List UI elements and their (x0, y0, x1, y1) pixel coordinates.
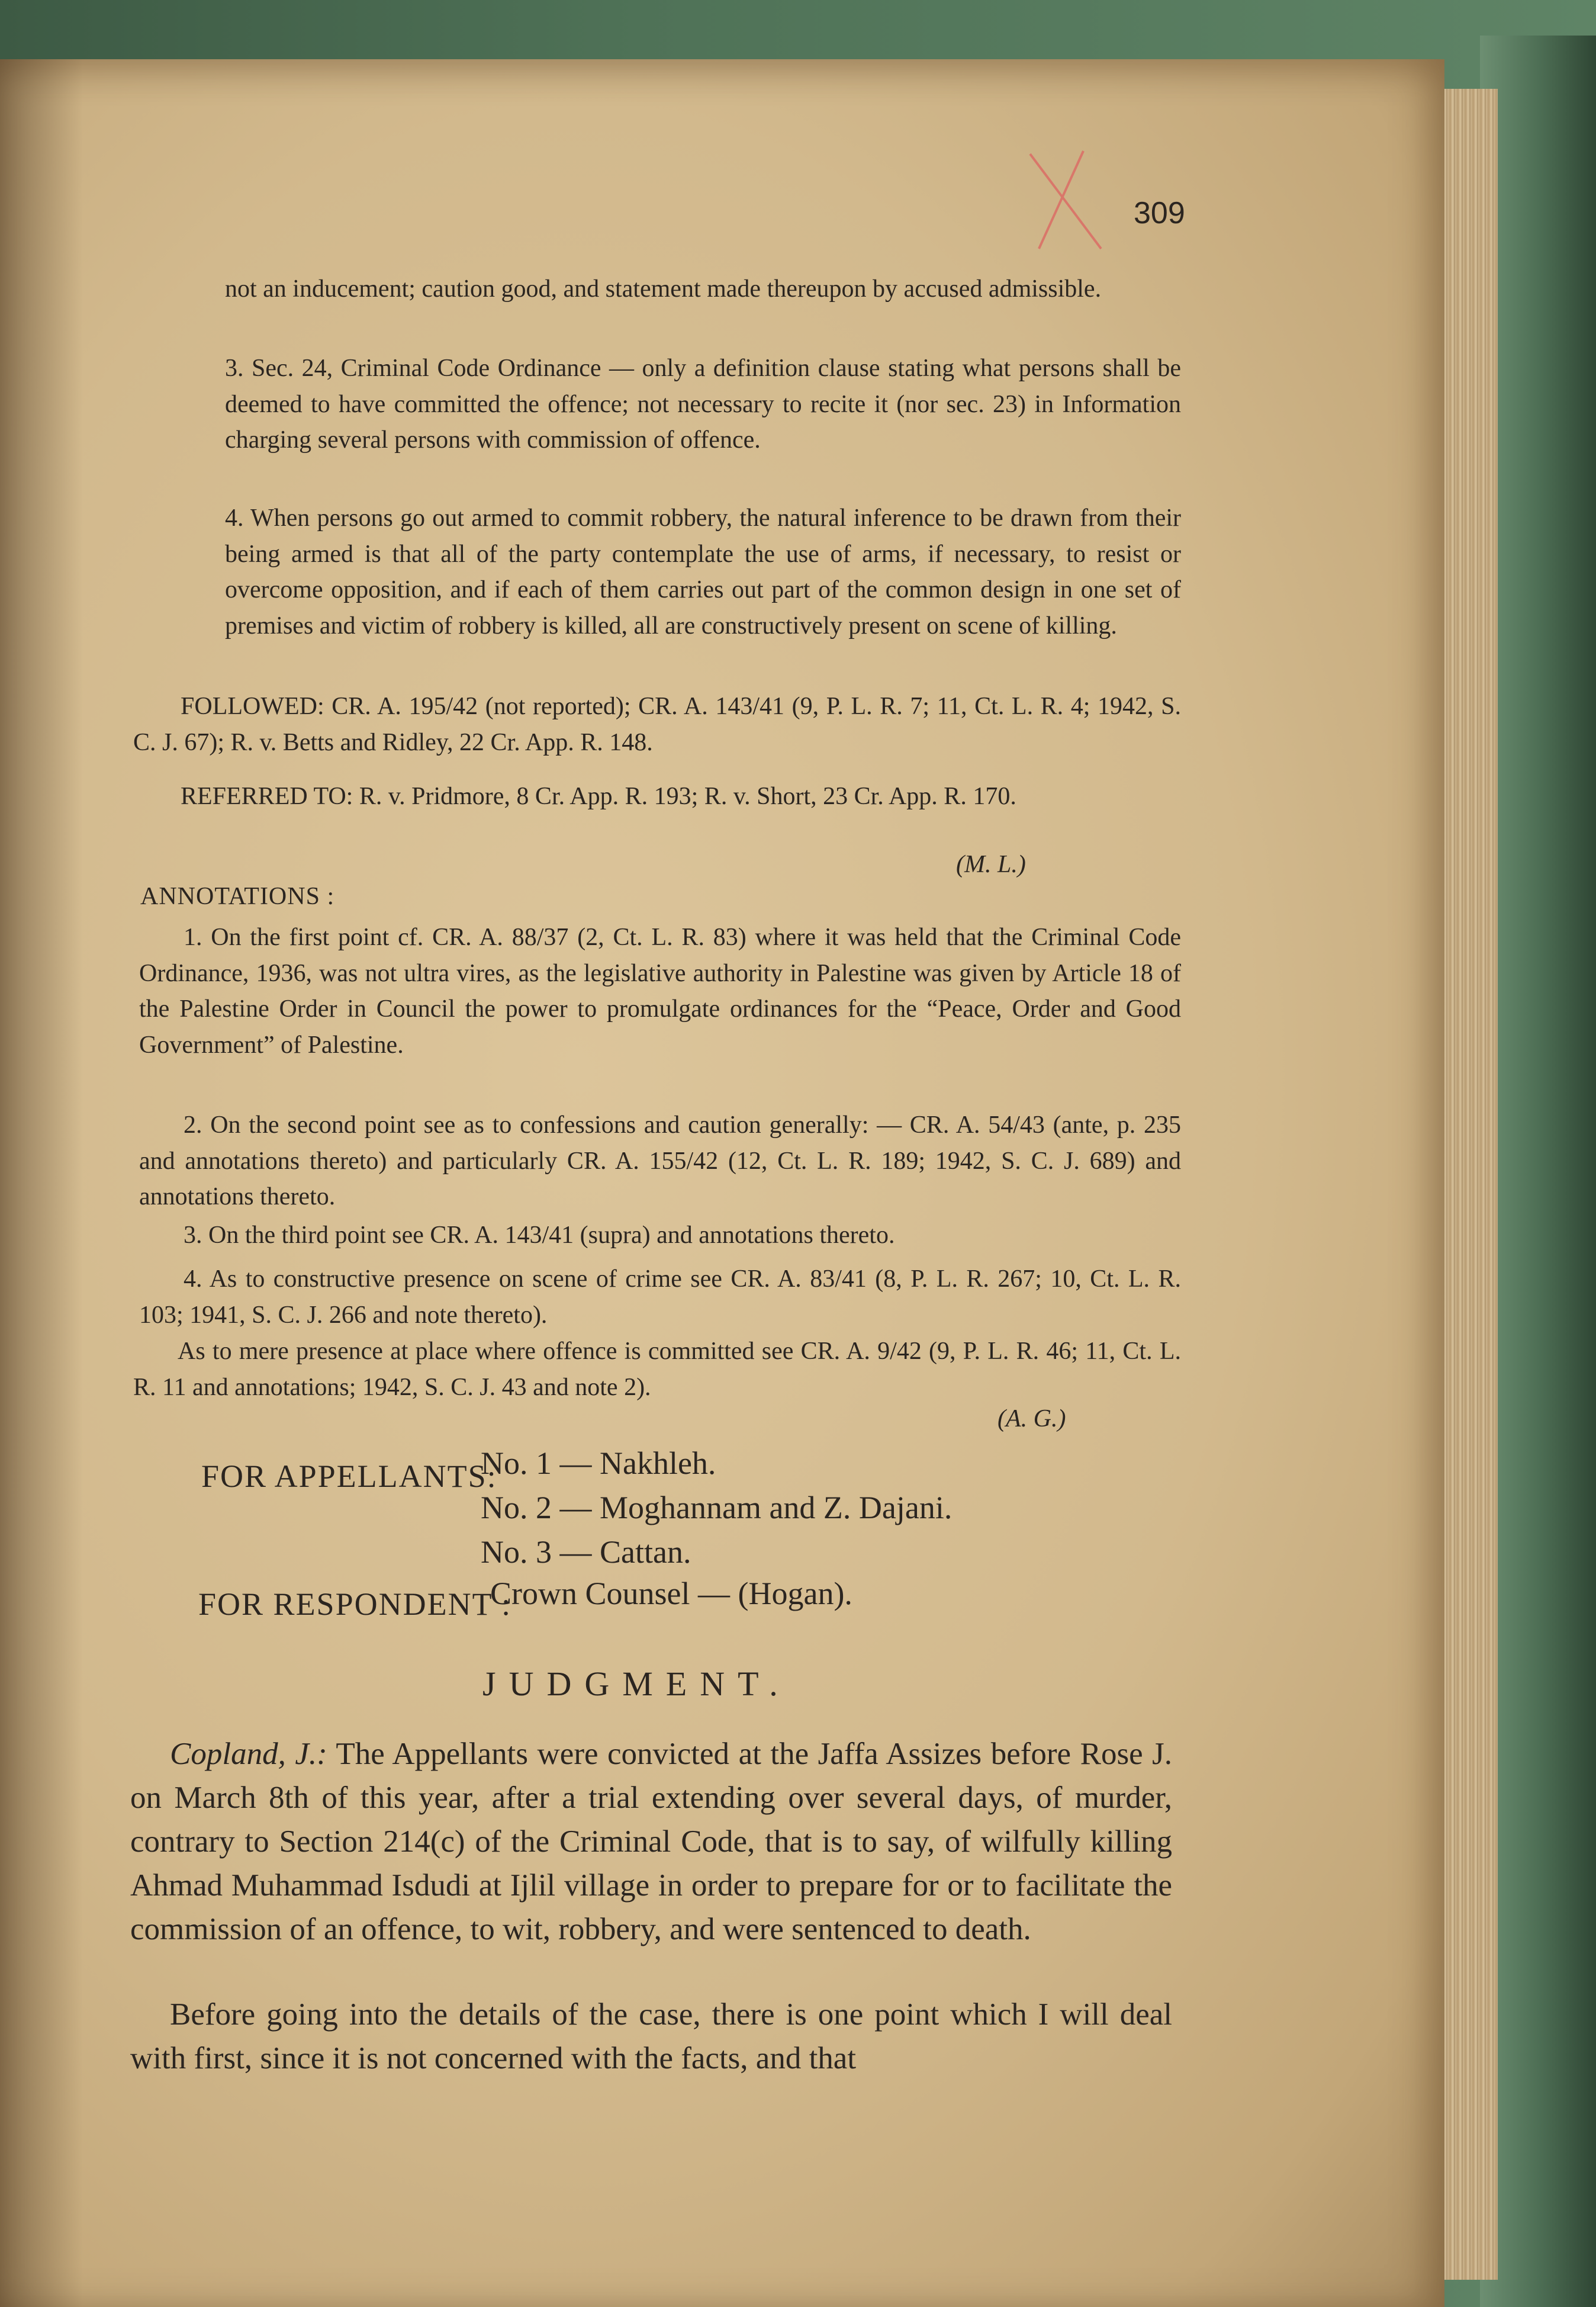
referred-citations: REFERRED TO: R. v. Pridmore, 8 Cr. App. R. 193; R. v. Short, 23 Cr. App. R. 170. (181, 783, 1016, 810)
judge-name: Copland, J.: (170, 1737, 327, 1771)
judgment-paragraph-1 (130, 1732, 1172, 1951)
gutter-shadow (0, 59, 83, 2307)
judgment-title: JUDGMENT. (482, 1665, 791, 1703)
annotation-2: 2. On the second point see as to confessions and caution generally: — CR. A. 54/43 (ante, p. 235 and annotations thereto) and particularly CR. A. 155/42 (12, Ct. L. R. 189; 1942, S. C. J. 689) and annotations thereto. (139, 1111, 1181, 1210)
summary-item-3: 3. Sec. 24, Criminal Code Ordinance — only a definition clause stating what persons shall be deemed to have committed the offence; not necessary to recite it (nor sec. 23) in Information charging several persons with commission of offence. (225, 355, 1181, 454)
annotation-4: 4. As to constructive presence on scene of crime see CR. A. 83/41 (8, P. L. R. 267; 10, Ct. L. R. 103; 1941, S. C. J. 266 and note thereto). (139, 1265, 1181, 1329)
appellant-counsel-1: No. 1 — Nakhleh. (481, 1445, 716, 1481)
page-number: 309 (1134, 196, 1185, 230)
respondent-counsel: Crown Counsel — (Hogan). (490, 1576, 852, 1611)
annotation-3: 3. On the third point see CR. A. 143/41 (supra) and annotations thereto. (184, 1222, 895, 1249)
followed-citations: FOLLOWED: CR. A. 195/42 (not reported); CR. A. 143/41 (9, P. L. R. 7; 11, Ct. L. R. 4; 1942, S. C. J. 67); R. v. Betts and Ridley, 22 Cr. App. R. 148. (133, 693, 1181, 756)
initials-ag: (A. G.) (997, 1405, 1066, 1432)
judgment-paragraph-1-text: The Appellants were convicted at the Jaffa Assizes before Rose J. on March 8th of this year, after a trial extending over several days, of murder, contrary to Section 214(c) of the Criminal Code, that is to say, of wilfully killing Ahmad Muhammad Isdudi at Ijlil village in order to prepare for or to facilitate the commission of an offence, to wit, robbery, and were sentenced to death. (130, 1737, 1172, 1946)
summary-continuation: not an inducement; caution good, and statement made thereupon by accused admissible. (225, 275, 1102, 303)
annotations-heading: ANNOTATIONS : (140, 883, 335, 910)
appellant-counsel-2: No. 2 — Moghannam and Z. Dajani. (481, 1490, 953, 1525)
appellants-label: FOR APPELLANTS: (201, 1458, 497, 1494)
appellant-counsel-3: No. 3 — Cattan. (481, 1534, 691, 1570)
summary-item-4: 4. When persons go out armed to commit robbery, the natural inference to be drawn from their being armed is that all of the party contemplate the use of arms, if necessary, to resist or overcome opposition, and if each of them carries out part of the common design in one set of premises and victim of robbery is killed, all are constructively present on scene of killing. (225, 505, 1181, 640)
judgment-paragraph-2: Before going into the details of the case, there is one point which I will deal with first, since it is not concerned with the facts, and that (130, 1997, 1172, 2075)
respondent-label: FOR RESPONDENT : (198, 1586, 512, 1622)
initials-ml: (M. L.) (956, 851, 1026, 878)
annotation-5: As to mere presence at place where offence is committed see CR. A. 9/42 (9, P. L. R. 46; 11, Ct. L. R. 11 and annotations; 1942, S. C. J. 43 and note 2). (133, 1338, 1181, 1401)
annotation-1: 1. On the first point cf. CR. A. 88/37 (2, Ct. L. R. 83) where it was held that the Criminal Code Ordinance, 1936, was not ultra vires, as the legislative authority in Palestine was given by Article 18 of the Palestine Order in Council the power to promulgate ordinances for the “Peace, Order and Good Government” of Palestine. (139, 924, 1181, 1059)
red-x-mark (1012, 148, 1113, 255)
